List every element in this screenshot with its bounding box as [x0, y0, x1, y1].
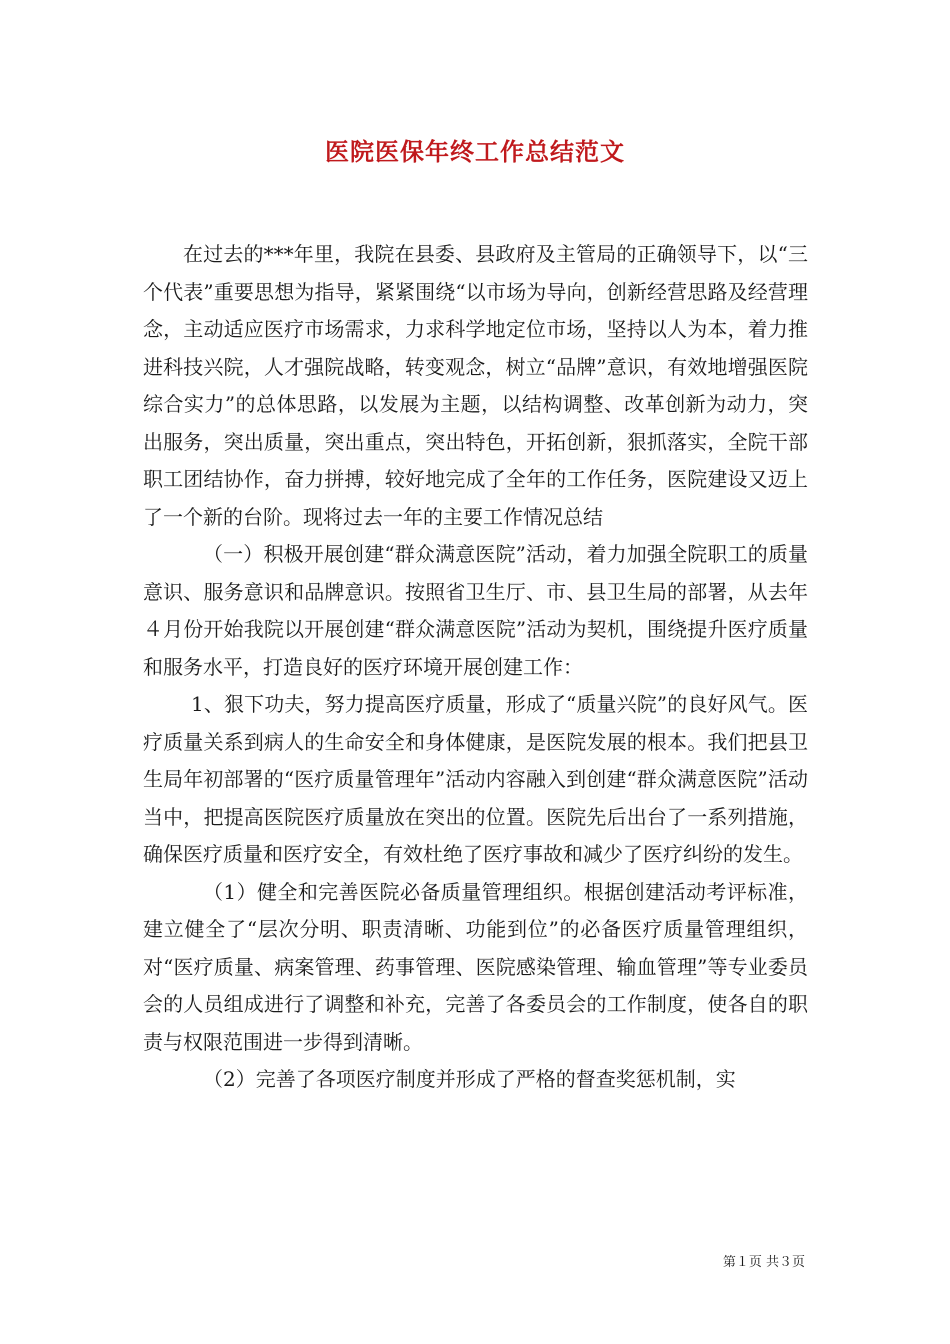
paragraph-intro: 在过去的***年里，我院在县委、县政府及主管局的正确领导下，以“三个代表”重要思想为指导，紧紧围绕“以市场为导向，创新经营思路及经营理念，主动适应医疗市场需求，力求科学地定位市场，坚持以人为本，着力推进科技兴院，人才强院战略，转变观念，树立“品牌”意识，有效地增强医院综合实力”的总体思路，以发展为主题，以结构调整、改革创新为动力，突出服务，突出质量，突出重点，突出特色，开拓创新，狠抓落实，全院干部职工团结协作，奋力拼搏，较好地完成了全年的工作任务，医院建设又迈上了一个新的台阶。现将过去一年的主要工作情况总结 [143, 242, 808, 529]
paragraph-subitem-one: （1）健全和完善医院必备质量管理组织。根据创建活动考评标准，建立健全了“层次分明、职责清晰、功能到位”的必备医疗质量管理组织，对“医疗质量、病案管理、药事管理、医院感染管理、输血管理”等专业委员会的人员组成进行了调整和补充，完善了各委员会的工作制度，使各自的职责与权限范围进一步得到清晰。 [143, 879, 808, 1054]
paragraph-item-one: 1、狠下功夫，努力提高医疗质量，形成了“质量兴院”的良好风气。医疗质量关系到病人的生命安全和身体健康，是医院发展的根本。我们把县卫生局年初部署的“医疗质量管理年”活动内容融入到创建“群众满意医院”活动当中，把提高医院医疗质量放在突出的位置。医院先后出台了一系列措施，确保医疗质量和医疗安全，有效杜绝了医疗事故和减少了医疗纠纷的发生。 [143, 692, 808, 866]
document-body [143, 236, 808, 1099]
document-title: 医院医保年终工作总结范文 [325, 137, 625, 166]
page-number-footer: 第１页 共３页 [722, 1255, 805, 1270]
paragraph-subitem-two: （2）完善了各项医疗制度并形成了严格的督查奖惩机制，实 [203, 1067, 736, 1091]
paragraph-section-one: （一）积极开展创建“群众满意医院”活动，着力加强全院职工的质量意识、服务意识和品牌意识。按照省卫生厅、市、县卫生局的部署，从去年４月份开始我院以开展创建“群众满意医院”活动为契机，围绕提升医疗质量和服务水平，打造良好的医疗环境开展创建工作： [143, 542, 808, 679]
